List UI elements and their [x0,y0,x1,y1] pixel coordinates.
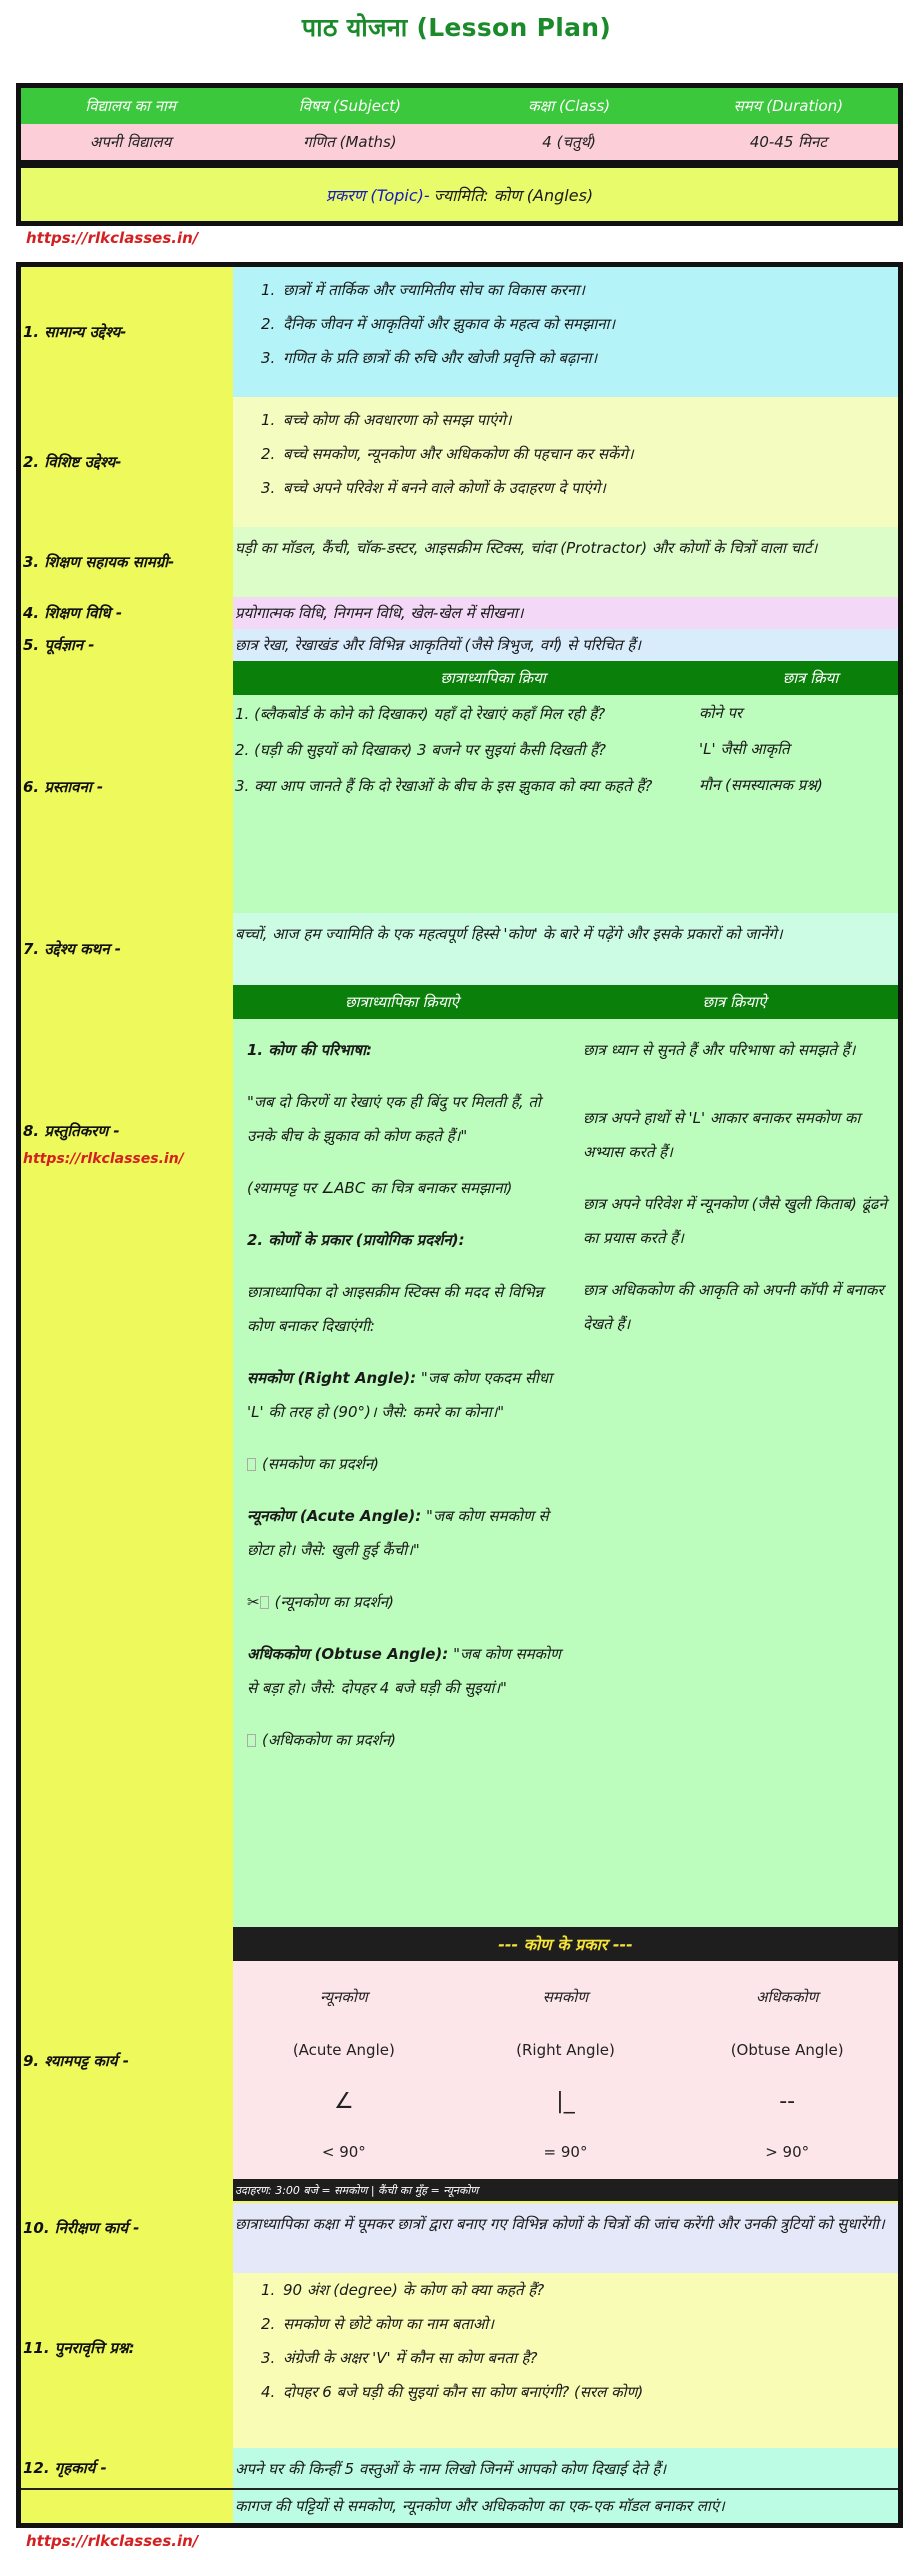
placeholder-icon [260,1596,269,1609]
right-angle-desc: समकोण (Right Angle): "जब कोण एकदम सीधा 'L' की तरह हो (90°)। जैसे: कमरे का कोना।" [247,1369,552,1421]
value-school-name: अपनी विद्यालय [89,133,172,151]
objectives-list [233,397,898,505]
row-teaching-aids [21,527,898,597]
list-item: 3. अंग्रेजी के अक्षर 'V' में कौन सा कोण बनता है? [261,2349,538,2367]
value-subject: गणित (Maths) [303,133,397,151]
homework-item: कागज की पट्टियों से समकोण, न्यूनकोण और अधिककोण का एक-एक मॉडल बनाकर लाएं। [233,2490,898,2523]
list-item: 2. समकोण से छोटे कोण का नाम बताओ। [261,2315,494,2333]
acute-angle-desc: न्यूनकोण (Acute Angle): "जब कोण समकोण से छोटा हो। जैसे: खुली हुई कैंची।" [247,1507,549,1559]
row-body [233,267,898,397]
student-answer: मौन (समस्यात्मक प्रश्न) [699,776,823,794]
student-activity: छात्र अपने परिवेश में न्यूनकोण (जैसे खुली किताब) ढूंढने का प्रयास करते हैं। [583,1195,887,1247]
placeholder-icon [247,1458,256,1471]
student-activity: छात्र अपने हाथों से 'L' आकार बनाकर समकोण का अभ्यास करते हैं। [583,1109,861,1161]
row-recap [21,2273,898,2448]
row-label: 5. पूर्वज्ञान - [23,636,95,654]
student-activity: छात्र अधिककोण की आकृति को अपनी कॉपी में बनाकर देखते हैं। [583,1281,884,1333]
introduction-grid [233,695,898,803]
presentation-grid [233,1019,898,1775]
row-introduction [21,695,898,913]
acute-angle-icon: ∠ [333,2088,354,2114]
row-teaching-method [21,597,898,629]
lesson-plan-table [16,262,903,2528]
header-duration: समय (Duration) [733,97,844,115]
board-col-obtuse: अधिककोण (Obtuse Angle) -- > 90° [730,1988,844,2161]
row-label [23,1019,233,1269]
row-prior-knowledge [21,629,898,661]
header-subject: विषय (Subject) [298,97,401,115]
row-body [233,397,898,527]
objectives-list [233,267,898,375]
col-student-activities: छात्र क्रियाऐ [702,993,767,1011]
acute-angle-demo: ✂ (न्यूनकोण का प्रदर्शन) [247,1593,394,1611]
col-teacher-activity: छात्राध्यापिका क्रिया [440,669,546,687]
row-aim-statement [21,913,898,985]
list-item: 3. गणित के प्रति छात्रों की रुचि और खोजी प्रवृत्ति को बढ़ाना। [261,349,598,367]
info-values-row [21,124,898,160]
obtuse-angle-demo: (अधिककोण का प्रदर्शन) [247,1723,567,1757]
list-item: 1. छात्रों में तार्किक और ज्यामितीय सोच का विकास करना। [261,281,585,299]
row-label: 6. प्रस्तावना - [23,778,104,796]
row-homework [21,2448,898,2523]
row-label: 10. निरीक्षण कार्य - [23,2219,140,2237]
recap-questions [233,2273,898,2409]
row-label: 3. शिक्षण सहायक सामग्री- [23,553,175,571]
obtuse-angle-desc: अधिककोण (Obtuse Angle): "जब कोण समकोण से बड़ा हो। जैसे: दोपहर 4 बजे घड़ी की सुइयां।" [247,1645,561,1697]
site-link-top[interactable]: https://rlkclasses.in/ [26,229,199,247]
teacher-question: 2. (घड़ी की सुइयों को दिखाकर) 3 बजने पर सुइयां कैसी दिखती हैं? [235,741,606,759]
presentation-label: 8. प्रस्तुतिकरण - [23,1122,120,1140]
definition-text: "जब दो किरणें या रेखाएं एक ही बिंदु पर मिलती हैं, तो उनके बीच के झुकाव को कोण कहते हैं।" [247,1093,541,1145]
col-student-activity: छात्र क्रिया [782,669,839,687]
row-label: 4. शिक्षण विधि - [23,604,123,622]
row-label: 9. श्यामपट्ट कार्य - [23,2052,129,2070]
col-teacher-activities: छात्राध्यापिका क्रियाऐ [345,993,459,1011]
row-label: 11. पुनरावृत्ति प्रश्न: [23,2339,135,2357]
site-link-presentation[interactable]: https://rlkclasses.in/ [23,1151,184,1167]
info-header-row [21,88,898,124]
list-item: 1. बच्चे कोण की अवधारणा को समझ पाएंगे। [261,411,512,429]
definition-board: (श्यामपट्ट पर ∠ABC का चित्र बनाकर समझाना) [247,1179,513,1197]
teacher-question: 3. क्या आप जानते हैं कि दो रेखाओं के बीच के इस झुकाव को क्या कहते हैं? [235,777,653,795]
header-school-name: विद्यालय का नाम [85,97,176,115]
header-class: कक्षा (Class) [528,97,611,115]
homework-item: अपने घर की किन्हीं 5 वस्तुओं के नाम लिखो जिनमें आपको कोण दिखाई देते हैं। [233,2448,898,2488]
right-angle-demo: (समकोण का प्रदर्शन) [247,1447,567,1481]
page-title: पाठ योजना (Lesson Plan) [301,13,612,42]
board-col-acute: न्यूनकोण (Acute Angle) ∠ < 90° [292,1988,395,2161]
info-table [16,83,903,165]
definition-title: 1. कोण की परिभाषा: [247,1041,372,1059]
list-item: 2. बच्चे समकोण, न्यूनकोण और अधिककोण की पहचान कर सकेंगे। [261,445,634,463]
topic-value: ज्यामिति: कोण (Angles) [433,185,594,205]
list-item: 1. 90 अंश (degree) के कोण को क्या कहते हैं? [261,2281,545,2299]
student-answer: कोने पर [699,704,743,722]
scissors-icon: ✂ [247,1593,260,1611]
row-blackboard [21,1961,898,2203]
student-activity: छात्र ध्यान से सुनते हैं और परिभाषा को समझते हैं। [583,1041,856,1059]
types-intro: छात्राध्यापिका दो आइसक्रीम स्टिक्स की मदद से विभिन्न कोण बनाकर दिखाएंगी: [247,1283,544,1335]
value-class: 4 (चतुर्थ) [542,133,596,151]
row-body: घड़ी का मॉडल, कैंची, चॉक-डस्टर, आइसक्रीम स्टिक्स, चांदा (Protractor) और कोणों के चित्रों वाला चार्ट। [233,527,898,597]
topic-box [16,163,903,226]
row-specific-objectives [21,397,898,527]
introduction-table-header [233,661,898,695]
row-body: प्रयोगात्मक विधि, निगमन विधि, खेल-खेल में सीखना। [233,597,898,629]
topic-label: प्रकरण (Topic)- [325,185,430,205]
row-body: छात्राध्यापिका कक्षा में घूमकर छात्रों द्वारा बनाए गए विभिन्न कोणों के चित्रों की जांच करेंगी और उनकी त्रुटियों को सुधारेंगी। [233,2203,898,2273]
row-body: छात्र रेखा, रेखाखंड और विभिन्न आकृतियों (जैसे त्रिभुज, वर्ग) से परिचित हैं। [233,629,898,661]
row-body [233,1019,898,1929]
value-duration: 40-45 मिनट [749,133,827,151]
obtuse-angle-icon: -- [779,2088,796,2114]
row-body [233,695,898,913]
student-activities [571,1019,898,1775]
teacher-activities [233,1019,571,1775]
row-presentation [21,1019,898,1929]
row-label: 7. उद्देश्य कथन - [23,940,122,958]
row-label: 1. सामान्य उद्देश्य- [23,323,127,341]
blackboard-angles [233,1961,898,2179]
row-label: 12. गृहकार्य - [23,2459,107,2477]
row-general-objectives [21,267,898,397]
types-title: 2. कोणों के प्रकार (प्रायोगिक प्रदर्शन): [247,1231,465,1249]
row-body [233,2273,898,2448]
list-item: 2. दैनिक जीवन में आकृतियों और झुकाव के महत्व को समझाना। [261,315,616,333]
list-item: 3. बच्चे अपने परिवेश में बनने वाले कोणों के उदाहरण दे पाएंगे। [261,479,606,497]
board-col-right: समकोण (Right Angle) |_ = 90° [516,1988,615,2161]
teacher-question: 1. (ब्लैकबोर्ड के कोने को दिखाकर) यहाँ दो रेखाएं कहाँ मिल रही हैं? [235,705,606,723]
blackboard-banner: --- कोण के प्रकार --- [233,1927,898,1961]
row-label: 2. विशिष्ट उद्देश्य- [23,453,122,471]
student-answer: 'L' जैसी आकृति [699,740,790,758]
row-body: बच्चों, आज हम ज्यामिति के एक महत्वपूर्ण हिस्से 'कोण' के बारे में पढ़ेंगे और इसके प्रकारों को जानेंगे। [233,913,898,985]
blackboard-example: उदाहरण: 3:00 बजे = समकोण | कैंची का मुँह = न्यूनकोण [233,2179,898,2201]
list-item: 4. दोपहर 6 बजे घड़ी की सुइयां कौन सा कोण बनाएंगी? (सरल कोण) [261,2383,644,2401]
site-link-bottom[interactable]: https://rlkclasses.in/ [26,2532,199,2550]
presentation-table-header [233,985,898,1019]
placeholder-icon [247,1734,256,1747]
right-angle-icon: |_ [556,2088,575,2114]
row-observation [21,2203,898,2273]
